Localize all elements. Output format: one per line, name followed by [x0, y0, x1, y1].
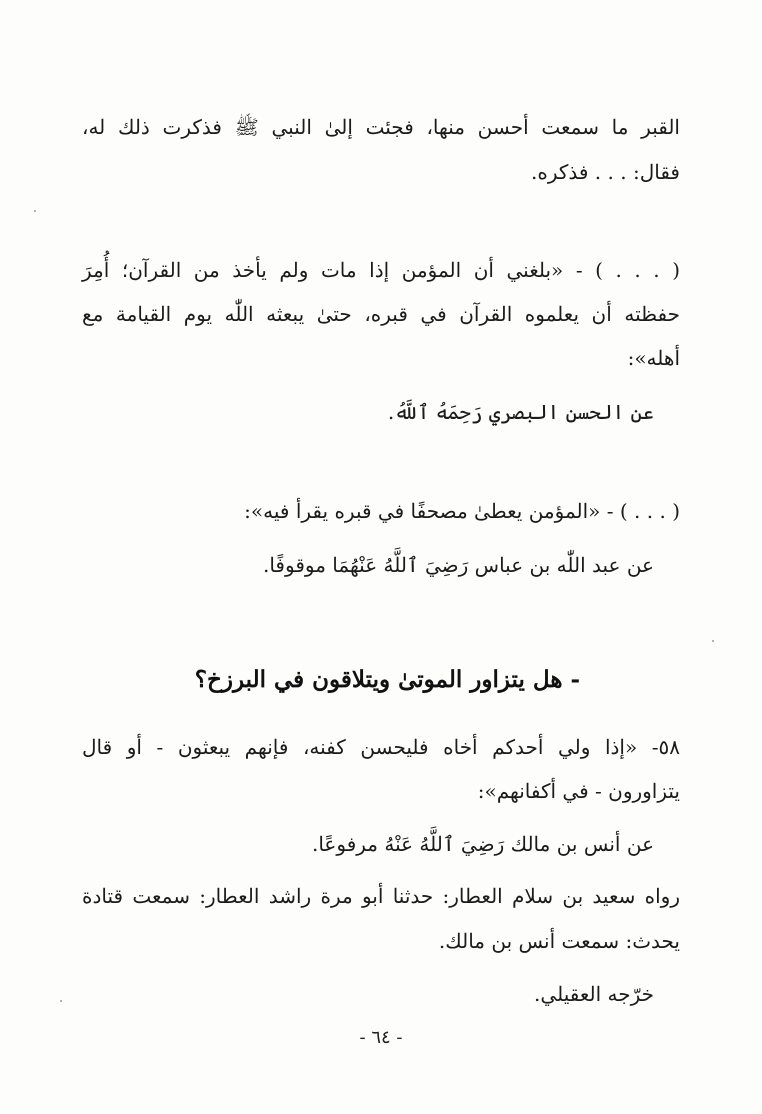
scan-speck: [60, 1000, 62, 1002]
page-number: - ٦٤ -: [359, 1027, 403, 1048]
takhrij-line: خرّجه العقيلي.: [534, 982, 654, 1006]
text-line-4: حفظته أن يعلموه القرآن في قبره، حتىٰ يبعثه اللّٰه يوم القيامة مع: [82, 302, 680, 326]
text-line-7: ( . . . ) - «المؤمن يعطىٰ مصحفًا في قبره يقرأ فيه»:: [244, 499, 680, 523]
attribution-anas: عن أنس بن مالك رَضِيَ ٱللَّهُ عَنْهُ مرفوعًا.: [311, 832, 654, 856]
scan-speck: [712, 640, 714, 642]
text-line-5: أهله»:: [627, 346, 680, 370]
hadith-58-line-2: يتزاورون - في أكفانهم»:: [477, 779, 680, 803]
text-line-1: القبر ما سمعت أحسن منها، فجئت إلىٰ النبي ﷺ فذكرت ذلك له،: [82, 115, 680, 139]
chain-line-2: يحدث: سمعت أنس بن مالك.: [438, 929, 680, 953]
text-line-2: فقال: . . . فذكره.: [531, 160, 680, 184]
chain-line-1: رواه سعيد بن سلام العطار: حدثنا أبو مرة راشد العطار: سمعت قتادة: [82, 884, 680, 908]
attribution-hasan: عن الحسن البصري رَحِمَهُ ٱللَّهُ.: [387, 400, 654, 424]
text-line-3: ( . . . ) - «بلغني أن المؤمن إذا مات ولم يأخذ من القرآن؛ أُمِرَ: [82, 258, 680, 282]
attribution-ibn-abbas: عن عبد اللّٰه بن عباس رَضِيَ ٱللَّهُ عَنْهُمَا موقوفًا.: [262, 553, 654, 577]
hadith-58-line-1: ٥٨- «إذا ولي أحدكم أخاه فليحسن كفنه، فإنهم يبعثون - أو قال: [82, 735, 680, 759]
scan-speck: [34, 210, 36, 212]
section-heading: - هل يتزاور الموتىٰ ويتلاقون في البرزخ؟: [194, 666, 580, 693]
